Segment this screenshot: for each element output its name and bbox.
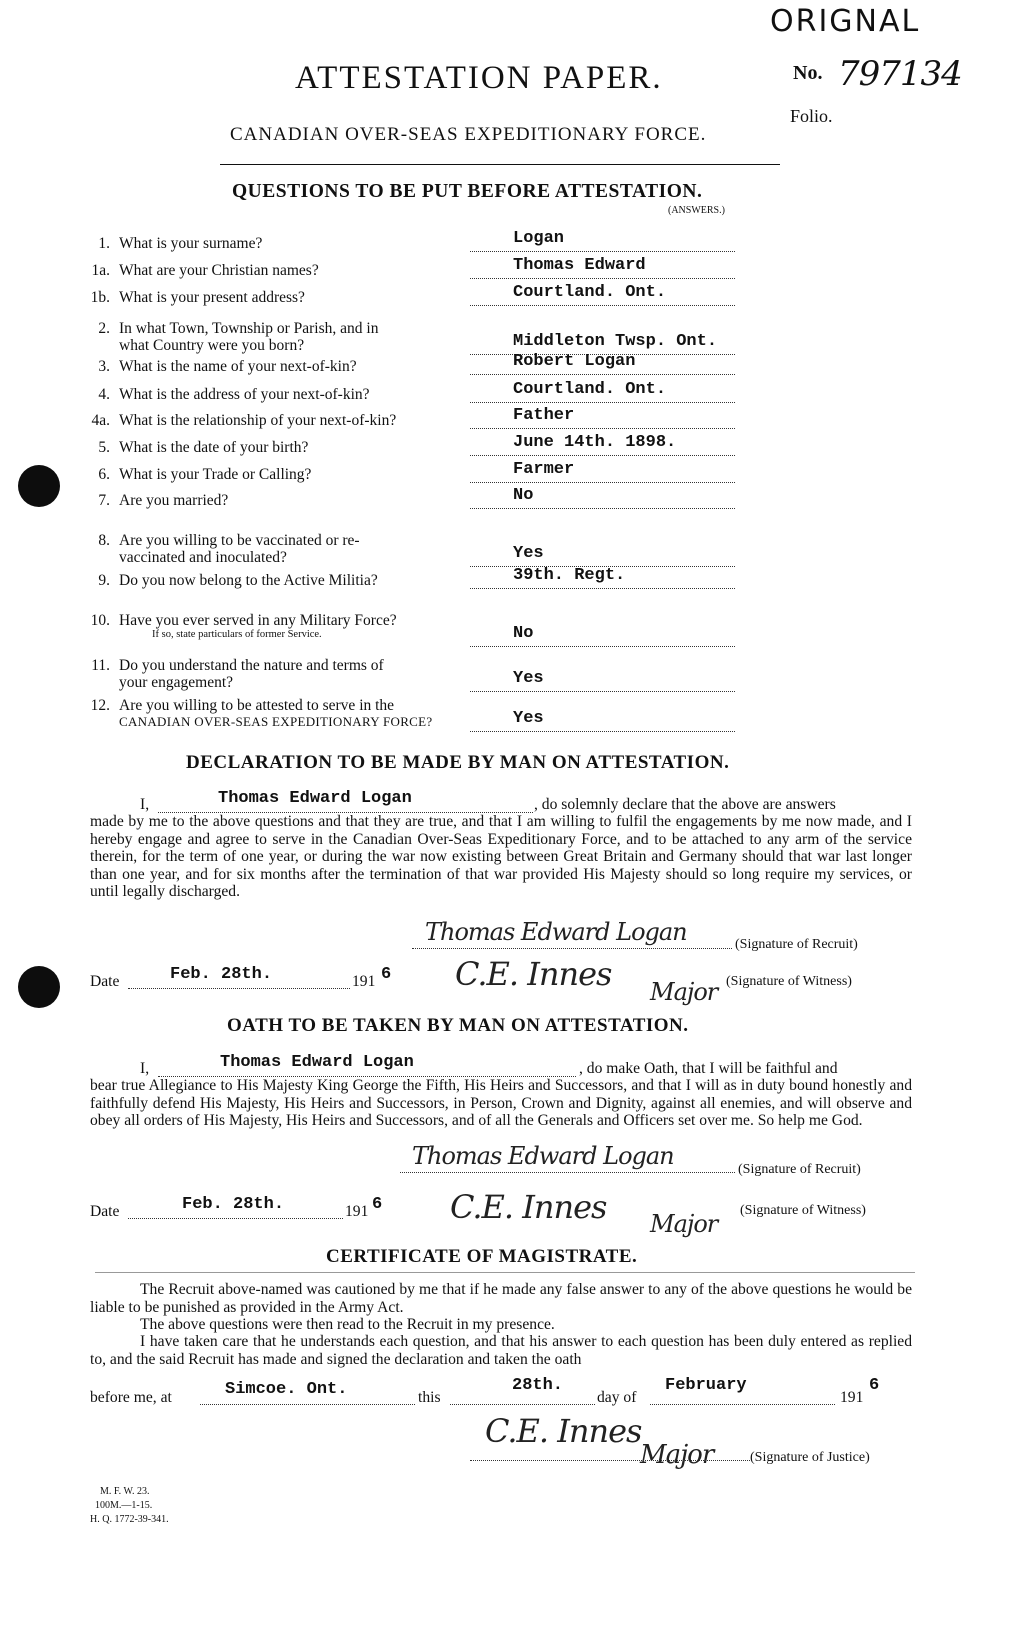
question-text: What is your Trade or Calling? xyxy=(119,466,312,483)
justice-sig-line xyxy=(470,1460,750,1461)
answer-line xyxy=(470,278,735,279)
justice-signature: C.E. Innes xyxy=(485,1412,642,1450)
answer-value: Logan xyxy=(513,229,565,248)
declaration-body: made by me to the above questions and that they are true, and that I am willing to fulfil the engagements by me now made, and I hereby engage and agree to serve in the Canadian Over-Seas Expeditionary Force, and to be attached to any arm of the service therein, for the term of one year, or during the war now existing between Great Britain and Germany should that war last longer than one year, and for six months after the termination of that war provided His Majesty should so long require my services, or until legally discharged. xyxy=(90,813,912,901)
question-number: 8. xyxy=(98,532,110,549)
divider xyxy=(220,164,780,165)
original-stamp: ORIGNAL xyxy=(770,4,921,39)
form-code-3: H. Q. 1772-39-341. xyxy=(90,1514,169,1525)
certificate-para1: The Recruit above-named was cautioned by me that if he made any false answer to any of the above questions he would be liable to be punished as provided in the Army Act. xyxy=(90,1281,912,1316)
certificate-para2: The above questions were then read to the Recruit in my presence. xyxy=(140,1316,555,1333)
declaration-line1: , do solemnly declare that the above are answers xyxy=(534,796,836,813)
answer-line xyxy=(470,646,735,647)
answer-value: June 14th. 1898. xyxy=(513,433,677,452)
question-text: Do you understand the nature and terms of xyxy=(119,657,384,674)
certificate-month-line xyxy=(650,1404,835,1405)
answer-line xyxy=(470,508,735,509)
answer-line xyxy=(470,428,735,429)
oath-body: bear true Allegiance to His Majesty King George the Fifth, His Heirs and Successors, and that I will as in duty bound honestly and faithfully defend His Majesty, His Heirs and Successors, in Person, Crown and Dignity, against all enemies, and will observe and obey all orders of His Majesty, His Heirs and Successors, and of all the Generals and Officers set over me. So help me God. xyxy=(90,1077,912,1130)
question-text: What is the name of your next-of-kin? xyxy=(119,358,357,375)
certificate-day-label: day of xyxy=(597,1389,637,1406)
question-number: 1b. xyxy=(90,289,110,306)
form-code-2: 100M.—1-15. xyxy=(95,1500,153,1511)
oath-witness-sig-label: (Signature of Witness) xyxy=(740,1203,866,1218)
answer-line xyxy=(470,455,735,456)
answer-line xyxy=(470,374,735,375)
answer-value: Courtland. Ont. xyxy=(513,380,667,399)
answer-value: Thomas Edward xyxy=(513,256,646,275)
answer-value: Farmer xyxy=(513,460,575,479)
question-text: Have you ever served in any Military Force? xyxy=(119,612,397,629)
declaration-prefix: I, xyxy=(140,796,150,813)
declaration-witness-signature: C.E. Innes xyxy=(455,955,612,993)
question-text-continued: what Country were you born? xyxy=(119,337,305,354)
question-number: 12. xyxy=(90,697,110,714)
question-text: Do you now belong to the Active Militia? xyxy=(119,572,378,589)
question-text: What is the date of your birth? xyxy=(119,439,309,456)
question-text: What is your present address? xyxy=(119,289,305,306)
question-text: What is the relationship of your next-of-kin? xyxy=(119,412,397,429)
question-number: 11. xyxy=(91,657,110,674)
oath-date-line xyxy=(128,1218,343,1219)
question-text: Are you willing to be vaccinated or re- xyxy=(119,532,360,549)
oath-recruit-sig-label: (Signature of Recruit) xyxy=(738,1162,861,1177)
declaration-name: Thomas Edward Logan xyxy=(218,789,412,808)
answer-value: Robert Logan xyxy=(513,352,636,371)
question-number: 4a. xyxy=(91,412,110,429)
question-number: 3. xyxy=(98,358,110,375)
certificate-before-label: before me, at xyxy=(90,1389,172,1406)
question-number: 10. xyxy=(90,612,110,629)
certificate-place: Simcoe. Ont. xyxy=(225,1380,348,1399)
answer-line xyxy=(470,251,735,252)
oath-date: Feb. 28th. xyxy=(182,1195,285,1214)
question-number: 1. xyxy=(98,235,110,252)
answer-line xyxy=(470,305,735,306)
question-number: 7. xyxy=(98,492,110,509)
oath-line1: , do make Oath, that I will be faithful and xyxy=(579,1060,838,1077)
questions-heading: QUESTIONS TO BE PUT BEFORE ATTESTATION. xyxy=(232,181,703,202)
question-number: 6. xyxy=(98,466,110,483)
oath-witness-rank: Major xyxy=(650,1210,718,1238)
form-code-1: M. F. W. 23. xyxy=(100,1486,150,1497)
answer-value: Courtland. Ont. xyxy=(513,283,667,302)
answer-value: 39th. Regt. xyxy=(513,566,626,585)
question-text: What is the address of your next-of-kin? xyxy=(119,386,370,403)
question-text-continued: CANADIAN OVER-SEAS EXPEDITIONARY FORCE? xyxy=(119,714,433,729)
declaration-recruit-sig-line xyxy=(412,948,732,949)
answer-value: No xyxy=(513,486,534,505)
answer-line xyxy=(470,588,735,589)
question-text-continued: vaccinated and inoculated? xyxy=(119,549,287,566)
certificate-divider xyxy=(95,1272,915,1273)
answer-value: Father xyxy=(513,406,575,425)
number-label: No. xyxy=(793,62,823,84)
declaration-date: Feb. 28th. xyxy=(170,965,273,984)
answer-value: Yes xyxy=(513,669,544,688)
oath-year-prefix: 191 xyxy=(345,1203,369,1220)
certificate-place-line xyxy=(200,1404,415,1405)
question-text: Are you married? xyxy=(119,492,229,509)
certificate-year-prefix: 191 xyxy=(840,1389,864,1406)
question-number: 4. xyxy=(98,386,110,403)
question-text: What is your surname? xyxy=(119,235,263,252)
declaration-year-digit: 6 xyxy=(381,965,392,984)
oath-year-digit: 6 xyxy=(372,1195,383,1214)
declaration-witness-rank: Major xyxy=(650,978,718,1006)
declaration-recruit-sig-label: (Signature of Recruit) xyxy=(735,937,858,952)
oath-date-label: Date xyxy=(90,1203,120,1220)
question-number: 2. xyxy=(98,320,110,337)
answer-line xyxy=(470,402,735,403)
punch-hole-top xyxy=(18,465,60,507)
oath-witness-signature: C.E. Innes xyxy=(450,1188,607,1226)
certificate-heading: CERTIFICATE OF MAGISTRATE. xyxy=(326,1246,638,1267)
declaration-recruit-signature: Thomas Edward Logan xyxy=(425,918,687,946)
regimental-number: 797134 xyxy=(838,54,962,94)
certificate-year-digit: 6 xyxy=(869,1376,880,1395)
certificate-day: 28th. xyxy=(512,1376,564,1395)
justice-sig-label: (Signature of Justice) xyxy=(750,1450,870,1465)
certificate-this-label: this xyxy=(418,1389,441,1406)
question-text: What are your Christian names? xyxy=(119,262,319,279)
answers-label: (ANSWERS.) xyxy=(668,205,725,216)
punch-hole-bottom xyxy=(18,966,60,1008)
answer-value: Yes xyxy=(513,709,544,728)
declaration-witness-sig-label: (Signature of Witness) xyxy=(726,974,852,989)
oath-prefix: I, xyxy=(140,1060,150,1077)
folio-label: Folio. xyxy=(790,106,833,126)
question-text: In what Town, Township or Parish, and in xyxy=(119,320,379,337)
certificate-day-line xyxy=(450,1404,595,1405)
answer-line xyxy=(470,482,735,483)
answer-value: No xyxy=(513,624,534,643)
answer-line xyxy=(470,691,735,692)
answer-line xyxy=(470,731,735,732)
answer-value: Yes xyxy=(513,544,544,563)
certificate-month: February xyxy=(665,1376,747,1395)
question-number: 5. xyxy=(98,439,110,456)
certificate-para3: I have taken care that he understands each question, and that his answer to each question has been duly entered as replied to, and the said Recruit has made and signed the declaration and taken the oath xyxy=(90,1333,912,1368)
oath-heading: OATH TO BE TAKEN BY MAN ON ATTESTATION. xyxy=(227,1015,689,1036)
page-subtitle: CANADIAN OVER-SEAS EXPEDITIONARY FORCE. xyxy=(230,124,707,145)
oath-name: Thomas Edward Logan xyxy=(220,1053,414,1072)
question-text-continued: your engagement? xyxy=(119,674,234,691)
answer-value: Middleton Twsp. Ont. xyxy=(513,332,718,351)
question-number: 1a. xyxy=(91,262,110,279)
oath-recruit-signature: Thomas Edward Logan xyxy=(412,1142,674,1170)
declaration-year-prefix: 191 xyxy=(352,973,376,990)
justice-rank: Major xyxy=(640,1440,714,1470)
declaration-date-line xyxy=(128,988,350,989)
oath-recruit-sig-line xyxy=(400,1172,735,1173)
question-number: 9. xyxy=(98,572,110,589)
page-title: ATTESTATION PAPER. xyxy=(295,60,663,96)
declaration-date-label: Date xyxy=(90,973,120,990)
declaration-heading: DECLARATION TO BE MADE BY MAN ON ATTESTATION. xyxy=(186,752,730,773)
question-text: Are you willing to be attested to serve in the xyxy=(119,697,395,714)
question-text-continued: If so, state particulars of former Service. xyxy=(152,629,322,640)
